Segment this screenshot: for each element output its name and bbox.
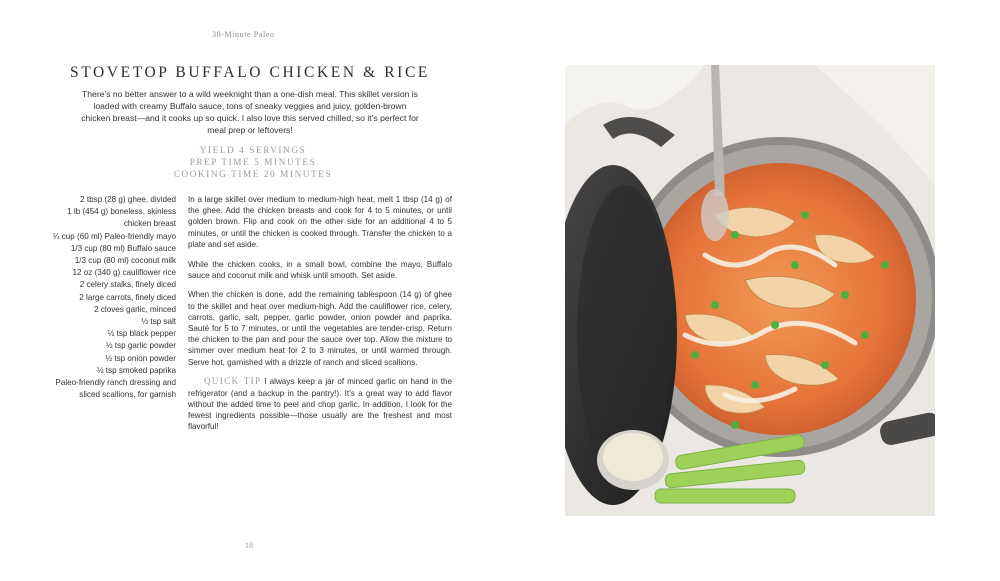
running-head: 30-Minute Paleo <box>212 30 275 39</box>
ingredient-item: ½ tsp black pepper <box>107 329 176 339</box>
ingredient-item: 12 oz (340 g) cauliflower rice <box>72 268 176 278</box>
ingredient-item: 2 tbsp (28 g) ghee, divided <box>80 195 176 204</box>
ingredient-list <box>40 194 176 401</box>
ingredient-item: 1/3 cup (80 ml) Buffalo sauce <box>70 243 176 253</box>
food-photo <box>565 65 935 516</box>
quick-tip-text: I always keep a jar of minced garlic on hand in the refrigerator (and a backup in the pantry!). It’s a great way to add flavor without the added time to peel and chop garlic. In addition, I look for the fewest ingredients possible—those usually are the freshest and most flavorful! <box>188 377 452 432</box>
recipe-intro: There’s no better answer to a wild weeknight than a one-dish meal. This skillet version is loaded with creamy Buffalo sauce, tons of sneaky veggies and juicy, golden-brown chicken breast—and it cooks up so quick. I also love this served chilled, so it’s perfect for meal prep or leftovers! <box>81 89 419 135</box>
skillet-photo-illustration <box>565 65 935 516</box>
cooking-time-line: COOKING TIME 20 MINUTES <box>173 169 333 179</box>
ingredient-item: ½ tsp smoked paprika <box>96 365 176 375</box>
directions <box>188 194 452 432</box>
quick-tip-label: QUICK TIP <box>204 376 262 387</box>
ingredient-item: ¼ cup (60 ml) Paleo-friendly mayo <box>52 231 176 241</box>
prep-time-line: PREP TIME 5 MINUTES <box>189 157 317 167</box>
ingredient-item: ½ tsp salt <box>141 317 176 327</box>
ingredient-item: 1 lb (454 g) boneless, skinless chicken breast <box>67 207 176 229</box>
ingredient-item: 2 large carrots, finely diced <box>79 292 176 302</box>
ingredient-item: 1/3 cup (80 ml) coconut milk <box>74 256 176 266</box>
direction-step: While the chicken cooks, in a small bowl, combine the mayo, Buffalo sauce and coconut milk and whisk until smooth. Set aside. <box>188 259 452 280</box>
ingredient-item: ½ tsp garlic powder <box>105 341 176 351</box>
direction-step: In a large skillet over medium to medium-high heat, melt 1 tbsp (14 g) of the ghee. Add the chicken breasts and cook for 4 to 5 minutes, or until golden brown. Flip and cook on the other side for an additional 4 to 5 minutes, or until the chicken is cooked through. Transfer the chicken to a plate and set aside. <box>188 195 452 249</box>
ingredient-item: Paleo-friendly ranch dressing and sliced scallions, for garnish <box>55 378 176 400</box>
recipe-meta <box>140 144 366 180</box>
yield-line: YIELD 4 SERVINGS <box>199 145 307 155</box>
quick-tip <box>188 376 452 432</box>
direction-step: When the chicken is done, add the remaining tablespoon (14 g) of ghee to the skillet and heat over medium-high. Add the cauliflower rice, celery, carrots, garlic, salt, pepper, garlic powder, onion powder and paprika. Sauté for 5 to 7 minutes, or until the vegetables are tender-crisp. Return the chicken to the pan and pour the sauce over top. Allow the mixture to simmer over medium heat for 2 to 3 minutes, or until warmed through. Serve hot, garnished with a drizzle of ranch and sliced scallions. <box>188 290 452 367</box>
ingredient-item: ½ tsp onion powder <box>105 353 176 363</box>
page-number: 18 <box>245 541 253 550</box>
ingredient-item: 2 celery stalks, finely diced <box>79 280 176 290</box>
recipe-title: STOVETOP BUFFALO CHICKEN & RICE <box>70 64 430 81</box>
ingredient-item: 2 cloves garlic, minced <box>94 304 176 314</box>
